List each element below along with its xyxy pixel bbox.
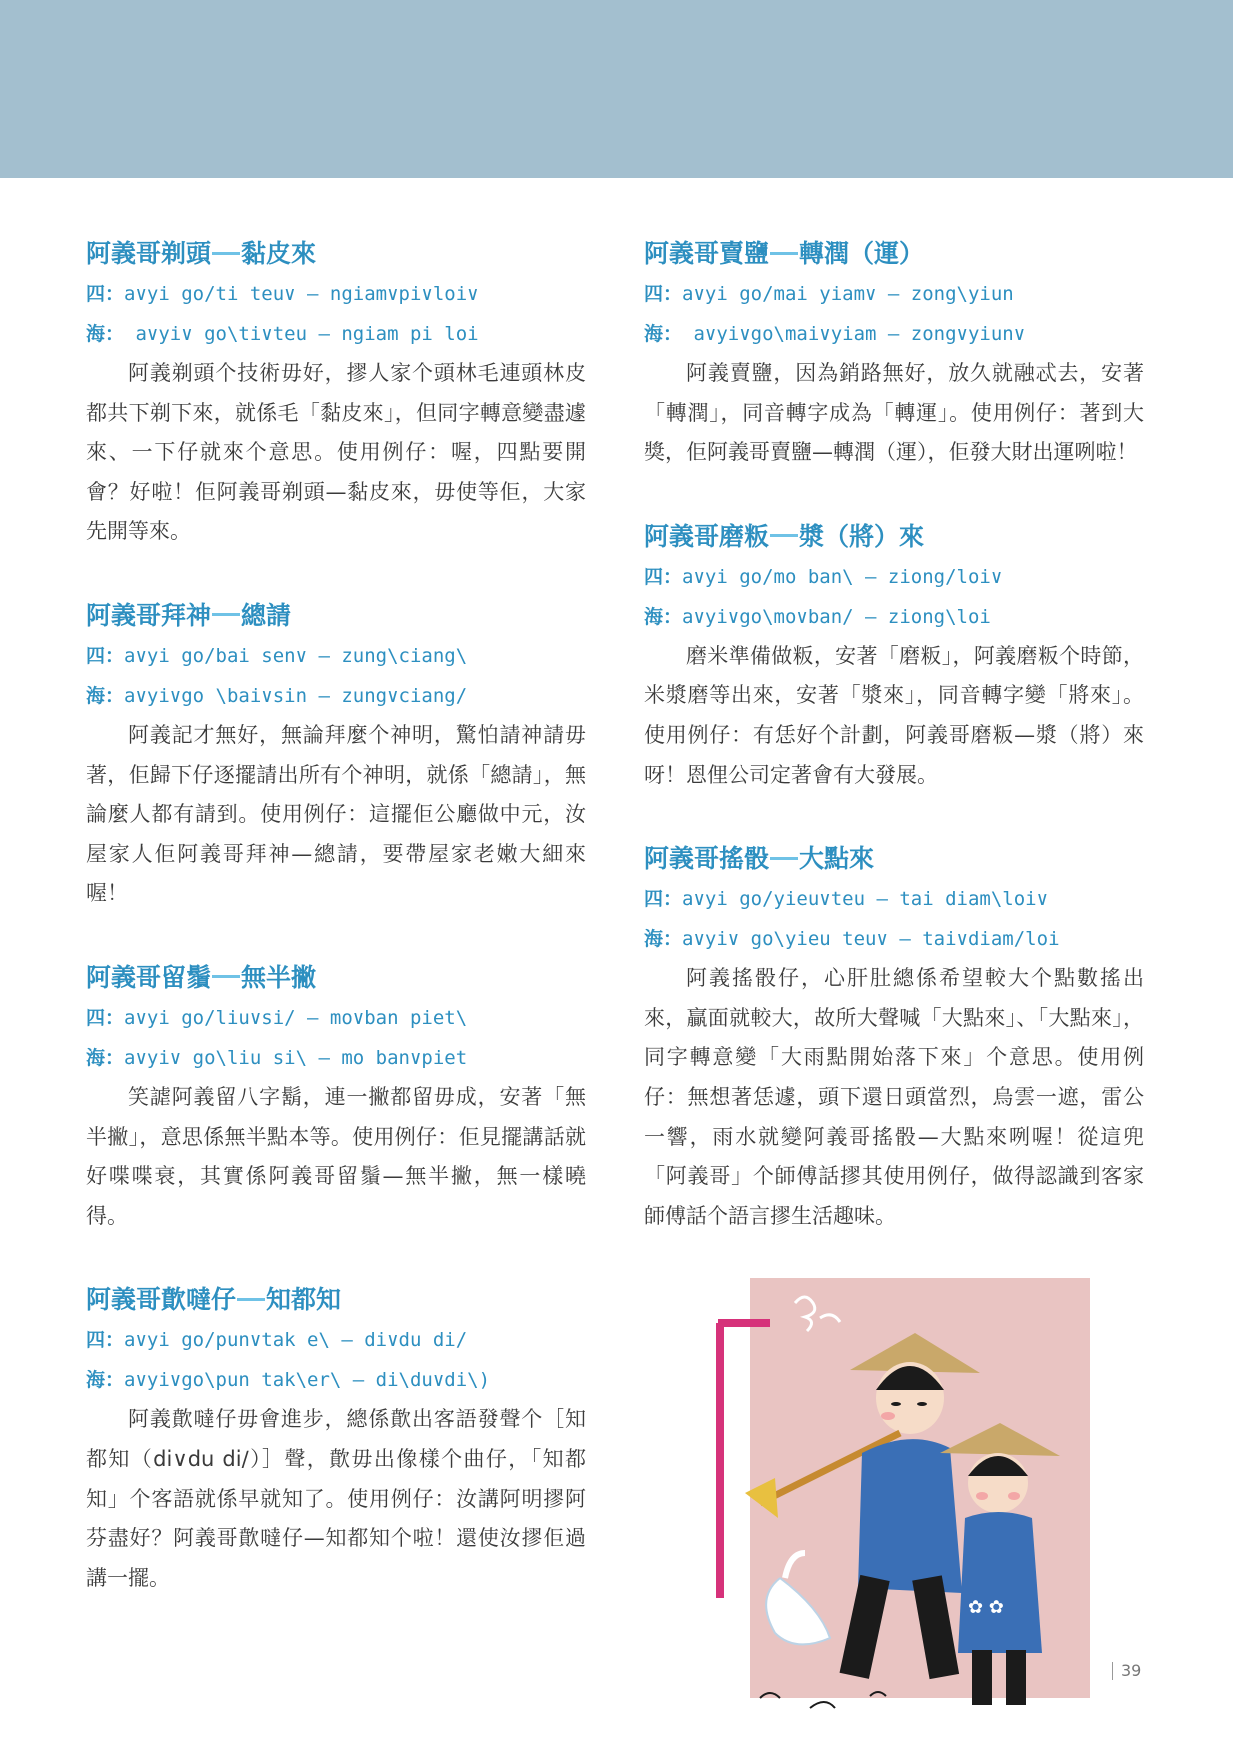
hailu-romanization: 海：a∨yi∨ go\yieu teu∨ — tai∨diam∕loi <box>644 928 1060 951</box>
entry-haircut <box>86 236 586 552</box>
hailu-romanization: 海：a∨yi∨go\mo∨ban∕ — ziong\loi <box>644 605 991 628</box>
hailu-romanization: 海： a∨yi∨ go\ti∨teu — ngiam pi loi <box>86 323 479 345</box>
entry-beard <box>86 960 586 1236</box>
illustration <box>700 1278 1100 1728</box>
entry-body: 阿義賣鹽，因為銷路無好，放久就融忒去，安著「轉潤」，同音轉字成為「轉運」。使用例仔：著到大獎，佢阿義哥賣鹽—轉潤（運），佢發大財出運咧啦！ <box>644 361 1144 465</box>
svg-text:✿ ✿: ✿ ✿ <box>968 1597 1004 1618</box>
sixian-romanization: 四：a∨yi go∕pun∨tak e\ — di∨du di∕ <box>86 1329 468 1352</box>
entry-ricecake <box>644 519 1144 795</box>
entry-title: 阿義哥留鬚 無半撇 <box>86 962 317 992</box>
entry-dice <box>644 841 1144 1236</box>
right-column <box>644 236 1144 1282</box>
entry-suona <box>86 1282 586 1598</box>
entry-title: 阿義哥賣鹽 轉潤（運） <box>644 239 925 268</box>
page-number: 39 <box>1112 1662 1141 1680</box>
entry-title: 阿義哥拜神 總請 <box>86 600 292 630</box>
hailu-romanization: 海： a∨yi∨go\mai∨yiam — zong∨yiun∨ <box>644 323 1026 345</box>
sixian-romanization: 四：a∨yi go∕yieu∨teu — tai diam\loi∨ <box>644 888 1049 911</box>
sixian-romanization: 四：a∨yi go∕ti teu∨ — ngiam∨pi∨loi∨ <box>86 283 479 305</box>
sixian-romanization: 四：a∨yi go∕bai sen∨ — zung\ciang\ <box>86 644 468 667</box>
header-band <box>0 0 1233 178</box>
entry-body: 阿義剃頭个技術毋好，摎人家个頭林毛連頭林皮都共下剃下來，就係毛「黏皮來」，但同字轉意變盡遽來、一下仔就來个意思。使用例仔：喔，四點要開會？好啦！佢阿義哥剃頭—黏皮來，毋使等佢，大家先開等來。 <box>86 361 586 544</box>
sixian-romanization: 四：a∨yi go∕mo ban\ — ziong∕loi∨ <box>644 565 1003 588</box>
entry-title: 阿義哥剃頭 黏皮來 <box>86 239 317 268</box>
entry-worship <box>86 598 586 914</box>
sixian-romanization: 四：a∨yi go∕mai yiam∨ — zong\yiun <box>644 283 1014 305</box>
entry-body: 笑謔阿義留八字鬍，連一撇都留毋成，安著「無半撇」，意思係無半點本等。使用例仔：佢見擺講話就好喋喋衰，其實係阿義哥留鬚—無半撇，無一樣曉得。 <box>86 1084 586 1228</box>
hailu-romanization: 海：a∨yi∨go\pun tak\er\ — di\du∨di\) <box>86 1369 491 1392</box>
entry-body: 阿義搖骰仔，心肝肚總係希望較大个點數搖出來，贏面就較大，故所大聲喊「大點來」、「大點來」，同字轉意變「大雨點開始落下來」个意思。使用例仔：無想著恁遽，頭下還日頭當烈，烏雲一遮，雷公一響，雨水就變阿義哥搖骰—大點來咧喔！從這兜「阿義哥」个師傅話摎其使用例仔，做得認識到客家師傅話个語言摎生活趣味。 <box>644 966 1144 1228</box>
entry-body: 阿義記才無好，無論拜麼个神明，驚怕請神請毋著，佢歸下仔逐擺請出所有个神明，就係「總請」，無論麼人都有請到。使用例仔：這擺佢公廳做中元，汝屋家人佢阿義哥拜神—總請，要帶屋家老嫩大細來喔！ <box>86 722 586 906</box>
entry-title: 阿義哥搖骰 大點來 <box>644 844 875 874</box>
entry-title: 阿義哥歕噠仔 知都知 <box>86 1285 342 1315</box>
sixian-romanization: 四：a∨yi go∕liu∨si∕ — mo∨ban piet\ <box>86 1006 468 1029</box>
hailu-romanization: 海：a∨yi∨go \bai∨sin — zung∨ciang∕ <box>86 684 468 707</box>
entry-body: 磨米準備做粄，安著「磨粄」，阿義磨粄个時節，米漿磨等出來，安著「漿來」，同音轉字變「將來」。使用例仔：有恁好个計劃，阿義哥磨粄—漿（將）來呀！恩俚公司定著會有大發展。 <box>644 643 1144 787</box>
entry-title: 阿義哥磨粄 漿（將）來 <box>644 521 925 551</box>
left-column <box>86 236 586 1644</box>
hailu-romanization: 海：a∨yi∨ go\liu si\ — mo ban∨piet <box>86 1046 468 1069</box>
entry-body: 阿義歕噠仔毋會進步，總係歕出客語發聲个［知都知（di∨du di∕）］聲，歕毋出像樣个曲仔，「知都知」个客語就係早就知了。使用例仔：汝講阿明摎阿芬盡好？阿義哥歕噠仔—知都知个啦！還使汝摎佢過講一擺。 <box>86 1407 586 1590</box>
entry-salt <box>644 236 1144 473</box>
